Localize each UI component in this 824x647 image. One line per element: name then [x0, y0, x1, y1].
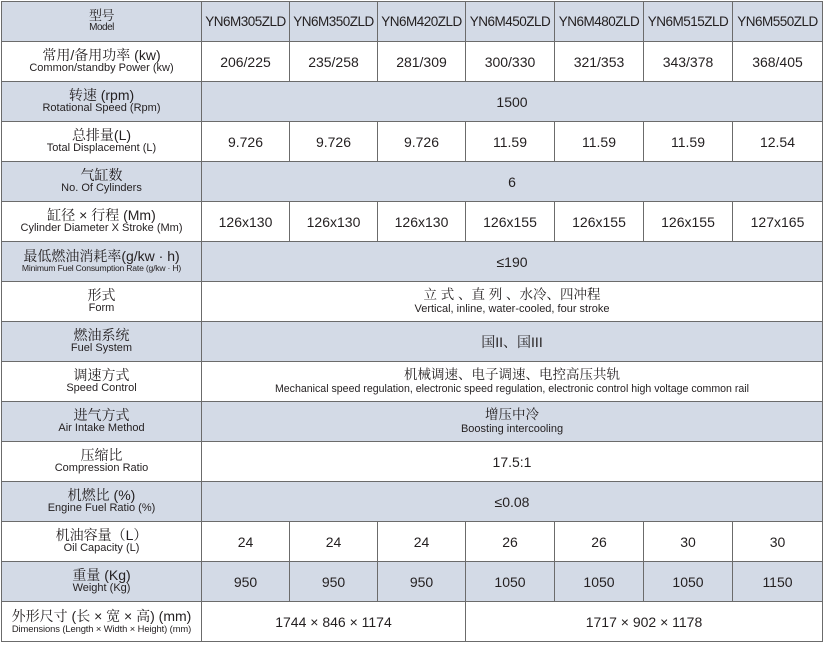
weight-label-en: Weight (Kg) [72, 582, 131, 595]
form-value-en: Vertical, inline, water-cooled, four stroke [414, 303, 610, 315]
displacement-row [2, 122, 823, 162]
bore-stroke-value: 127x165 [733, 202, 823, 242]
bore-stroke-value: 126x130 [202, 202, 290, 242]
bore-stroke-value: 126x130 [378, 202, 466, 242]
power-value: 343/378 [644, 42, 733, 82]
power-label-cn: 常用/备用功率 (kw) [42, 47, 161, 63]
speed-control-value-cell [202, 362, 823, 402]
air-intake-label-cell [2, 402, 202, 442]
oil-capacity-value: 24 [290, 522, 378, 562]
oil-capacity-row [2, 522, 823, 562]
form-row [2, 282, 823, 322]
form-label-cn: 形式 [87, 287, 116, 303]
oil-capacity-label-cn: 机油容量（L） [55, 527, 148, 543]
air-intake-value-en: Boosting intercooling [460, 423, 564, 435]
displacement-value: 9.726 [202, 122, 290, 162]
compression-value: 17.5:1 [202, 442, 823, 482]
air-intake-label-en: Air Intake Method [58, 422, 145, 435]
compression-row [2, 442, 823, 482]
fuel-system-value: 国II、国III [202, 322, 823, 362]
bore-stroke-label-cell [2, 202, 202, 242]
cylinders-label-en: No. Of Cylinders [61, 182, 142, 195]
speed-label-cell [2, 82, 202, 122]
power-value: 300/330 [466, 42, 555, 82]
model-name: YN6M450ZLD [466, 2, 555, 42]
power-row [2, 42, 823, 82]
displacement-label-en: Total Displacement (L) [46, 142, 157, 155]
form-label-cell [2, 282, 202, 322]
weight-row [2, 562, 823, 602]
cylinders-label-cn: 气缸数 [80, 167, 123, 183]
weight-value: 1050 [466, 562, 555, 602]
bore-stroke-value: 126x155 [555, 202, 644, 242]
oil-fuel-ratio-value: ≤0.08 [202, 482, 823, 522]
fuel-system-row [2, 322, 823, 362]
speed-control-label-cn: 调速方式 [73, 367, 130, 383]
bore-stroke-value: 126x130 [290, 202, 378, 242]
oil-fuel-ratio-row [2, 482, 823, 522]
model-name: YN6M480ZLD [555, 2, 644, 42]
oil-capacity-value: 30 [733, 522, 823, 562]
displacement-label-cn: 总排量(L) [71, 127, 132, 143]
speed-control-label-cell [2, 362, 202, 402]
dimensions-row [2, 602, 823, 642]
form-value-cell [202, 282, 823, 322]
weight-value: 950 [290, 562, 378, 602]
cylinders-label-cell [2, 162, 202, 202]
compression-label-en: Compression Ratio [54, 462, 149, 475]
power-value: 235/258 [290, 42, 378, 82]
oil-fuel-ratio-label-cn: 机燃比 (%) [67, 487, 136, 503]
spec-table [1, 1, 823, 642]
speed-control-value-cn: 机械调速、电子调速、电控高压共轨 [404, 367, 620, 383]
model-name: YN6M550ZLD [733, 2, 823, 42]
dimensions-label-cell [2, 602, 202, 642]
air-intake-row [2, 402, 823, 442]
bore-stroke-value: 126x155 [466, 202, 555, 242]
power-value: 368/405 [733, 42, 823, 82]
oil-fuel-ratio-label-en: Engine Fuel Ratio (%) [47, 502, 156, 515]
weight-label-cell [2, 562, 202, 602]
cylinders-row [2, 162, 823, 202]
displacement-value: 11.59 [555, 122, 644, 162]
dimensions-value: 1717 × 902 × 1178 [466, 602, 823, 642]
fuel-consumption-value: ≤190 [202, 242, 823, 282]
speed-control-label-en: Speed Control [66, 382, 137, 395]
weight-value: 1150 [733, 562, 823, 602]
air-intake-label-cn: 进气方式 [73, 407, 130, 423]
bore-stroke-row [2, 202, 823, 242]
model-name: YN6M420ZLD [378, 2, 466, 42]
fuel-consumption-label-cell [2, 242, 202, 282]
air-intake-value-cell [202, 402, 823, 442]
model-label-cn: 型号 [88, 8, 114, 24]
dimensions-label-en: Dimensions (Length × Width × Height) (mm) [11, 622, 192, 634]
cylinders-value: 6 [202, 162, 823, 202]
compression-label-cn: 压缩比 [80, 447, 123, 463]
power-value: 321/353 [555, 42, 644, 82]
bore-stroke-value: 126x155 [644, 202, 733, 242]
dimensions-label-cn: 外形尺寸 (长 × 宽 × 高) (mm) [11, 607, 192, 624]
speed-row [2, 82, 823, 122]
model-name: YN6M305ZLD [202, 2, 290, 42]
model-row [2, 2, 823, 42]
speed-label-en: Rotational Speed (Rpm) [42, 102, 161, 115]
air-intake-value-cn: 增压中冷 [485, 406, 539, 422]
power-value: 206/225 [202, 42, 290, 82]
fuel-consumption-label-en: Minimum Fuel Consumption Rate (g/kw · H) [21, 263, 182, 274]
fuel-consumption-row [2, 242, 823, 282]
oil-capacity-value: 24 [378, 522, 466, 562]
power-label-cell [2, 42, 202, 82]
form-label-en: Form [88, 302, 115, 315]
power-value: 281/309 [378, 42, 466, 82]
form-value-cn: 立 式 、直 列 、水冷、四冲程 [423, 286, 601, 302]
fuel-consumption-label-cn: 最低燃油消耗率(g/kw · h) [23, 248, 180, 265]
compression-label-cell [2, 442, 202, 482]
speed-control-value-en: Mechanical speed regulation, electronic speed regulation, electronic control high voltage common rail [274, 383, 750, 396]
weight-label-cn: 重量 (Kg) [72, 567, 131, 583]
fuel-system-label-en: Fuel System [70, 342, 133, 355]
model-name: YN6M515ZLD [644, 2, 733, 42]
speed-label-cn: 转速 (rpm) [68, 87, 135, 103]
displacement-value: 9.726 [378, 122, 466, 162]
oil-capacity-value: 26 [466, 522, 555, 562]
speed-control-row [2, 362, 823, 402]
oil-fuel-ratio-label-cell [2, 482, 202, 522]
dimensions-value: 1744 × 846 × 1174 [202, 602, 466, 642]
displacement-value: 11.59 [644, 122, 733, 162]
model-name: YN6M350ZLD [290, 2, 378, 42]
oil-capacity-value: 26 [555, 522, 644, 562]
model-label-cell [2, 2, 202, 42]
weight-value: 1050 [555, 562, 644, 602]
weight-value: 1050 [644, 562, 733, 602]
bore-stroke-label-cn: 缸径 × 行程 (Mm) [47, 207, 156, 223]
power-label-en: Common/standby Power (kw) [29, 62, 174, 75]
model-label-en: Model [89, 22, 114, 34]
weight-value: 950 [378, 562, 466, 602]
displacement-value: 11.59 [466, 122, 555, 162]
oil-capacity-label-cell [2, 522, 202, 562]
oil-capacity-value: 30 [644, 522, 733, 562]
displacement-value: 9.726 [290, 122, 378, 162]
weight-value: 950 [202, 562, 290, 602]
bore-stroke-label-en: Cylinder Diameter X Stroke (Mm) [20, 222, 183, 235]
oil-capacity-value: 24 [202, 522, 290, 562]
displacement-label-cell [2, 122, 202, 162]
speed-value: 1500 [202, 82, 823, 122]
fuel-system-label-cn: 燃油系统 [73, 327, 130, 343]
displacement-value: 12.54 [733, 122, 823, 162]
oil-capacity-label-en: Oil Capacity (L) [63, 542, 140, 555]
fuel-system-label-cell [2, 322, 202, 362]
